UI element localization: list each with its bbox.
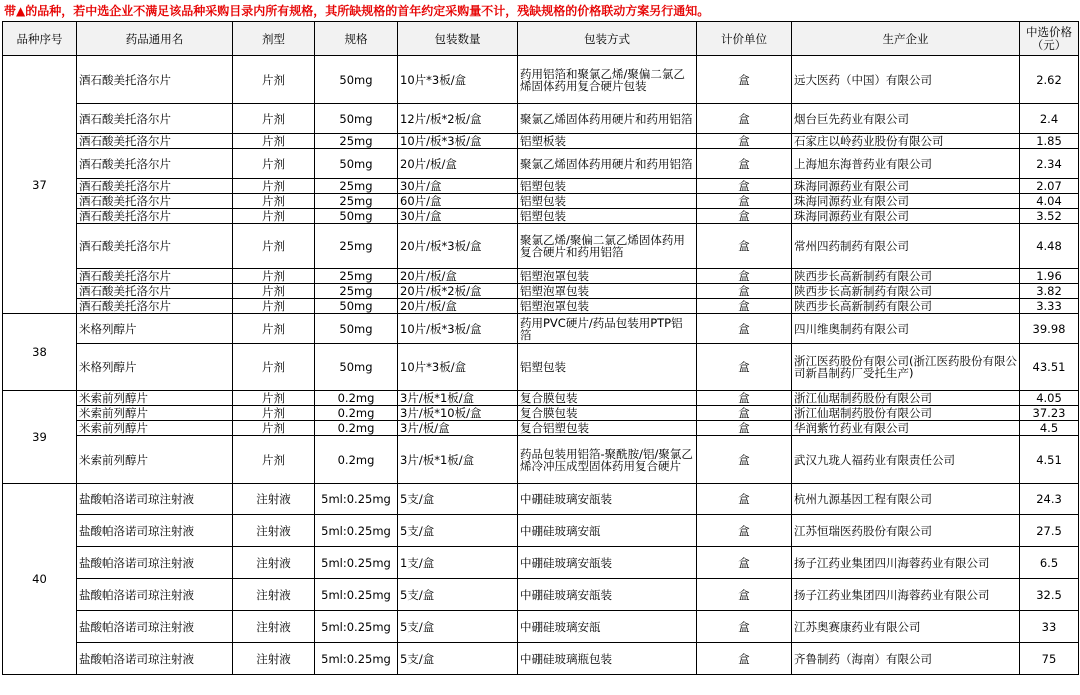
cell-name: 酒石酸美托洛尔片 bbox=[77, 179, 233, 194]
cell-qty: 30片/盒 bbox=[398, 209, 518, 224]
cell-pack: 中硼硅玻璃安瓿装 bbox=[518, 484, 697, 515]
cell-price: 2.34 bbox=[1020, 149, 1079, 179]
cell-unit: 盒 bbox=[697, 547, 792, 579]
table-row bbox=[3, 406, 1079, 421]
header-price-line2: （元） bbox=[1031, 37, 1067, 52]
table-row bbox=[3, 579, 1079, 611]
cell-name: 盐酸帕洛诺司琼注射液 bbox=[77, 643, 233, 675]
cell-price: 1.85 bbox=[1020, 134, 1079, 149]
cell-form: 片剂 bbox=[233, 224, 315, 269]
cell-spec: 25mg bbox=[315, 224, 398, 269]
cell-pack: 中硼硅玻璃安瓿 bbox=[518, 611, 697, 643]
cell-form: 片剂 bbox=[233, 209, 315, 224]
cell-mfr: 江苏奥赛康药业有限公司 bbox=[792, 611, 1020, 643]
cell-qty: 3片/板*1板/盒 bbox=[398, 391, 518, 406]
cell-spec: 25mg bbox=[315, 269, 398, 284]
cell-price: 39.98 bbox=[1020, 314, 1079, 344]
cell-price: 37.23 bbox=[1020, 406, 1079, 421]
cell-pack: 铝塑泡罩包装 bbox=[518, 269, 697, 284]
cell-qty: 5支/盒 bbox=[398, 643, 518, 675]
cell-unit: 盒 bbox=[697, 56, 792, 104]
cell-name: 米索前列醇片 bbox=[77, 421, 233, 436]
cell-price: 2.62 bbox=[1020, 56, 1079, 104]
cell-form: 片剂 bbox=[233, 406, 315, 421]
cell-unit: 盒 bbox=[697, 421, 792, 436]
header-qty: 包装数量 bbox=[398, 22, 518, 56]
cell-spec: 0.2mg bbox=[315, 406, 398, 421]
cell-price: 3.52 bbox=[1020, 209, 1079, 224]
cell-spec: 50mg bbox=[315, 149, 398, 179]
cell-spec: 25mg bbox=[315, 179, 398, 194]
cell-mfr: 烟台巨先药业有限公司 bbox=[792, 104, 1020, 134]
cell-name: 酒石酸美托洛尔片 bbox=[77, 224, 233, 269]
table-row bbox=[3, 56, 1079, 104]
cell-price: 43.51 bbox=[1020, 344, 1079, 391]
cell-pack: 聚氯乙烯/聚偏二氯乙烯固体药用复合硬片和药用铝箔 bbox=[518, 224, 697, 269]
cell-pack: 中硼硅玻璃安瓿装 bbox=[518, 579, 697, 611]
cell-price: 33 bbox=[1020, 611, 1079, 643]
cell-name: 酒石酸美托洛尔片 bbox=[77, 56, 233, 104]
header-mfr: 生产企业 bbox=[792, 22, 1020, 56]
cell-pack: 中硼硅玻璃安瓿装 bbox=[518, 547, 697, 579]
cell-unit: 盒 bbox=[697, 179, 792, 194]
cell-name: 酒石酸美托洛尔片 bbox=[77, 194, 233, 209]
cell-qty: 10片/板*3板/盒 bbox=[398, 314, 518, 344]
cell-unit: 盒 bbox=[697, 391, 792, 406]
table-row bbox=[3, 269, 1079, 284]
cell-spec: 50mg bbox=[315, 56, 398, 104]
cell-qty: 30片/盒 bbox=[398, 179, 518, 194]
table-row bbox=[3, 179, 1079, 194]
cell-price: 4.5 bbox=[1020, 421, 1079, 436]
cell-price: 2.07 bbox=[1020, 179, 1079, 194]
cell-unit: 盒 bbox=[697, 149, 792, 179]
cell-qty: 20片/板*2板/盒 bbox=[398, 284, 518, 299]
cell-pack: 铝塑包装 bbox=[518, 209, 697, 224]
cell-pack: 药品包装用铝箔-聚酰胺/铝/聚氯乙烯冷冲压成型固体药用复合硬片 bbox=[518, 436, 697, 484]
cell-price: 6.5 bbox=[1020, 547, 1079, 579]
cell-price: 3.33 bbox=[1020, 299, 1079, 314]
cell-form: 片剂 bbox=[233, 104, 315, 134]
cell-form: 注射液 bbox=[233, 547, 315, 579]
cell-unit: 盒 bbox=[697, 284, 792, 299]
cell-qty: 1支/盒 bbox=[398, 547, 518, 579]
cell-pack: 铝塑泡罩包装 bbox=[518, 299, 697, 314]
cell-spec: 50mg bbox=[315, 314, 398, 344]
cell-unit: 盒 bbox=[697, 104, 792, 134]
cell-price: 75 bbox=[1020, 643, 1079, 675]
table-row bbox=[3, 149, 1079, 179]
table-row bbox=[3, 643, 1079, 675]
cell-qty: 3片/板*1板/盒 bbox=[398, 436, 518, 484]
cell-unit: 盒 bbox=[697, 344, 792, 391]
cell-seq: 38 bbox=[3, 314, 77, 391]
cell-form: 片剂 bbox=[233, 149, 315, 179]
cell-spec: 50mg bbox=[315, 299, 398, 314]
cell-form: 片剂 bbox=[233, 269, 315, 284]
cell-form: 片剂 bbox=[233, 56, 315, 104]
cell-mfr: 珠海同源药业有限公司 bbox=[792, 179, 1020, 194]
cell-name: 米格列醇片 bbox=[77, 344, 233, 391]
cell-mfr: 石家庄以岭药业股份有限公司 bbox=[792, 134, 1020, 149]
cell-form: 注射液 bbox=[233, 579, 315, 611]
cell-price: 4.05 bbox=[1020, 391, 1079, 406]
cell-spec: 50mg bbox=[315, 209, 398, 224]
cell-name: 酒石酸美托洛尔片 bbox=[77, 284, 233, 299]
cell-form: 片剂 bbox=[233, 179, 315, 194]
cell-mfr: 扬子江药业集团四川海蓉药业有限公司 bbox=[792, 547, 1020, 579]
cell-mfr: 武汉九珑人福药业有限责任公司 bbox=[792, 436, 1020, 484]
cell-price: 4.48 bbox=[1020, 224, 1079, 269]
header-spec: 规格 bbox=[315, 22, 398, 56]
cell-price: 4.51 bbox=[1020, 436, 1079, 484]
table-row bbox=[3, 104, 1079, 134]
cell-form: 片剂 bbox=[233, 284, 315, 299]
cell-price: 27.5 bbox=[1020, 515, 1079, 547]
cell-spec: 50mg bbox=[315, 104, 398, 134]
header-name: 药品通用名 bbox=[77, 22, 233, 56]
cell-qty: 5支/盒 bbox=[398, 611, 518, 643]
cell-pack: 中硼硅玻璃瓶包装 bbox=[518, 643, 697, 675]
table-row bbox=[3, 209, 1079, 224]
cell-form: 注射液 bbox=[233, 611, 315, 643]
cell-name: 酒石酸美托洛尔片 bbox=[77, 104, 233, 134]
cell-unit: 盒 bbox=[697, 515, 792, 547]
cell-mfr: 陕西步长高新制药有限公司 bbox=[792, 284, 1020, 299]
notice-text: 带▲的品种，若中选企业不满足该品种采购目录内所有规格，其所缺规格的首年约定采购量不计，残缺规格的价格联动方案另行通知。 bbox=[4, 4, 710, 18]
cell-mfr: 浙江仙琚制药股份有限公司 bbox=[792, 391, 1020, 406]
header-seq: 品种序号 bbox=[3, 22, 77, 56]
cell-pack: 药用PVC硬片/药品包装用PTP铝箔 bbox=[518, 314, 697, 344]
cell-price: 32.5 bbox=[1020, 579, 1079, 611]
cell-mfr: 远大医药（中国）有限公司 bbox=[792, 56, 1020, 104]
cell-unit: 盒 bbox=[697, 611, 792, 643]
cell-form: 片剂 bbox=[233, 344, 315, 391]
cell-spec: 5ml:0.25mg bbox=[315, 547, 398, 579]
table-row bbox=[3, 547, 1079, 579]
cell-spec: 0.2mg bbox=[315, 391, 398, 406]
cell-qty: 60片/盒 bbox=[398, 194, 518, 209]
cell-form: 注射液 bbox=[233, 484, 315, 515]
cell-form: 片剂 bbox=[233, 421, 315, 436]
table-body bbox=[3, 56, 1079, 675]
cell-pack: 铝塑包装 bbox=[518, 179, 697, 194]
table-row bbox=[3, 421, 1079, 436]
cell-name: 盐酸帕洛诺司琼注射液 bbox=[77, 484, 233, 515]
cell-pack: 聚氯乙烯固体药用硬片和药用铝箔 bbox=[518, 104, 697, 134]
cell-name: 米格列醇片 bbox=[77, 314, 233, 344]
cell-mfr: 常州四药制药有限公司 bbox=[792, 224, 1020, 269]
table-row bbox=[3, 299, 1079, 314]
cell-spec: 0.2mg bbox=[315, 421, 398, 436]
cell-mfr: 扬子江药业集团四川海蓉药业有限公司 bbox=[792, 579, 1020, 611]
cell-unit: 盒 bbox=[697, 579, 792, 611]
cell-spec: 5ml:0.25mg bbox=[315, 643, 398, 675]
cell-mfr: 四川维奥制药有限公司 bbox=[792, 314, 1020, 344]
cell-form: 片剂 bbox=[233, 436, 315, 484]
cell-unit: 盒 bbox=[697, 194, 792, 209]
cell-pack: 聚氯乙烯固体药用硬片和药用铝箔 bbox=[518, 149, 697, 179]
cell-unit: 盒 bbox=[697, 406, 792, 421]
cell-name: 盐酸帕洛诺司琼注射液 bbox=[77, 547, 233, 579]
cell-qty: 20片/板*3板/盒 bbox=[398, 224, 518, 269]
cell-form: 片剂 bbox=[233, 391, 315, 406]
cell-price: 3.82 bbox=[1020, 284, 1079, 299]
cell-form: 注射液 bbox=[233, 515, 315, 547]
cell-mfr: 杭州九源基因工程有限公司 bbox=[792, 484, 1020, 515]
cell-pack: 铝塑板装 bbox=[518, 134, 697, 149]
cell-price: 24.3 bbox=[1020, 484, 1079, 515]
cell-pack: 中硼硅玻璃安瓿 bbox=[518, 515, 697, 547]
cell-mfr: 珠海同源药业有限公司 bbox=[792, 194, 1020, 209]
cell-unit: 盒 bbox=[697, 134, 792, 149]
cell-qty: 10片*3板/盒 bbox=[398, 56, 518, 104]
cell-mfr: 浙江仙琚制药股份有限公司 bbox=[792, 406, 1020, 421]
cell-qty: 20片/板/盒 bbox=[398, 269, 518, 284]
cell-mfr: 浙江医药股份有限公司(浙江医药股份有限公司新昌制药厂受托生产) bbox=[792, 344, 1020, 391]
header-price-line1: 中选价格 bbox=[1026, 24, 1072, 39]
header-form: 剂型 bbox=[233, 22, 315, 56]
table-row bbox=[3, 284, 1079, 299]
table-row bbox=[3, 484, 1079, 515]
table-row bbox=[3, 611, 1079, 643]
cell-qty: 10片*3板/盒 bbox=[398, 344, 518, 391]
cell-qty: 20片/板/盒 bbox=[398, 299, 518, 314]
cell-pack: 铝塑泡罩包装 bbox=[518, 284, 697, 299]
cell-name: 盐酸帕洛诺司琼注射液 bbox=[77, 579, 233, 611]
cell-qty: 10片/板*3板/盒 bbox=[398, 134, 518, 149]
cell-unit: 盒 bbox=[697, 314, 792, 344]
cell-spec: 5ml:0.25mg bbox=[315, 579, 398, 611]
cell-unit: 盒 bbox=[697, 643, 792, 675]
cell-unit: 盒 bbox=[697, 209, 792, 224]
cell-spec: 25mg bbox=[315, 194, 398, 209]
table-header-row bbox=[3, 22, 1079, 56]
cell-name: 米索前列醇片 bbox=[77, 406, 233, 421]
table-row bbox=[3, 515, 1079, 547]
cell-name: 米索前列醇片 bbox=[77, 391, 233, 406]
cell-qty: 3片/板*10板/盒 bbox=[398, 406, 518, 421]
cell-name: 酒石酸美托洛尔片 bbox=[77, 269, 233, 284]
cell-form: 片剂 bbox=[233, 194, 315, 209]
cell-spec: 5ml:0.25mg bbox=[315, 484, 398, 515]
table-row bbox=[3, 134, 1079, 149]
cell-mfr: 江苏恒瑞医药股份有限公司 bbox=[792, 515, 1020, 547]
cell-spec: 50mg bbox=[315, 344, 398, 391]
cell-pack: 铝塑包装 bbox=[518, 194, 697, 209]
cell-form: 注射液 bbox=[233, 643, 315, 675]
cell-name: 酒石酸美托洛尔片 bbox=[77, 209, 233, 224]
header-unit: 计价单位 bbox=[697, 22, 792, 56]
cell-pack: 复合铝塑包装 bbox=[518, 421, 697, 436]
cell-seq: 39 bbox=[3, 391, 77, 484]
cell-unit: 盒 bbox=[697, 484, 792, 515]
cell-qty: 5支/盒 bbox=[398, 515, 518, 547]
cell-unit: 盒 bbox=[697, 269, 792, 284]
cell-price: 4.04 bbox=[1020, 194, 1079, 209]
table-row bbox=[3, 344, 1079, 391]
cell-spec: 0.2mg bbox=[315, 436, 398, 484]
cell-spec: 5ml:0.25mg bbox=[315, 515, 398, 547]
cell-unit: 盒 bbox=[697, 299, 792, 314]
cell-form: 片剂 bbox=[233, 314, 315, 344]
cell-pack: 复合膜包装 bbox=[518, 406, 697, 421]
cell-unit: 盒 bbox=[697, 436, 792, 484]
header-price bbox=[1020, 22, 1079, 56]
cell-pack: 药用铝箔和聚氯乙烯/聚偏二氯乙烯固体药用复合硬片包装 bbox=[518, 56, 697, 104]
header-pack: 包装方式 bbox=[518, 22, 697, 56]
cell-name: 盐酸帕洛诺司琼注射液 bbox=[77, 611, 233, 643]
cell-spec: 25mg bbox=[315, 284, 398, 299]
cell-unit: 盒 bbox=[697, 224, 792, 269]
cell-spec: 25mg bbox=[315, 134, 398, 149]
cell-seq: 40 bbox=[3, 484, 77, 675]
cell-mfr: 陕西步长高新制药有限公司 bbox=[792, 269, 1020, 284]
cell-name: 酒石酸美托洛尔片 bbox=[77, 149, 233, 179]
cell-spec: 5ml:0.25mg bbox=[315, 611, 398, 643]
procurement-table bbox=[2, 21, 1079, 675]
cell-mfr: 齐鲁制药（海南）有限公司 bbox=[792, 643, 1020, 675]
cell-name: 米索前列醇片 bbox=[77, 436, 233, 484]
cell-qty: 12片/板*2板/盒 bbox=[398, 104, 518, 134]
cell-name: 酒石酸美托洛尔片 bbox=[77, 299, 233, 314]
cell-name: 酒石酸美托洛尔片 bbox=[77, 134, 233, 149]
cell-form: 片剂 bbox=[233, 134, 315, 149]
cell-mfr: 珠海同源药业有限公司 bbox=[792, 209, 1020, 224]
cell-seq: 37 bbox=[3, 56, 77, 314]
cell-name: 盐酸帕洛诺司琼注射液 bbox=[77, 515, 233, 547]
table-row bbox=[3, 194, 1079, 209]
table-row bbox=[3, 391, 1079, 406]
cell-mfr: 上海旭东海普药业有限公司 bbox=[792, 149, 1020, 179]
cell-pack: 复合膜包装 bbox=[518, 391, 697, 406]
cell-pack: 铝塑包装 bbox=[518, 344, 697, 391]
cell-qty: 5支/盒 bbox=[398, 579, 518, 611]
cell-qty: 5支/盒 bbox=[398, 484, 518, 515]
table-row bbox=[3, 224, 1079, 269]
table-row bbox=[3, 314, 1079, 344]
cell-form: 片剂 bbox=[233, 299, 315, 314]
cell-mfr: 陕西步长高新制药有限公司 bbox=[792, 299, 1020, 314]
table-row bbox=[3, 436, 1079, 484]
cell-qty: 20片/板/盒 bbox=[398, 149, 518, 179]
cell-price: 1.96 bbox=[1020, 269, 1079, 284]
cell-price: 2.4 bbox=[1020, 104, 1079, 134]
cell-qty: 3片/板/盒 bbox=[398, 421, 518, 436]
cell-mfr: 华润紫竹药业有限公司 bbox=[792, 421, 1020, 436]
